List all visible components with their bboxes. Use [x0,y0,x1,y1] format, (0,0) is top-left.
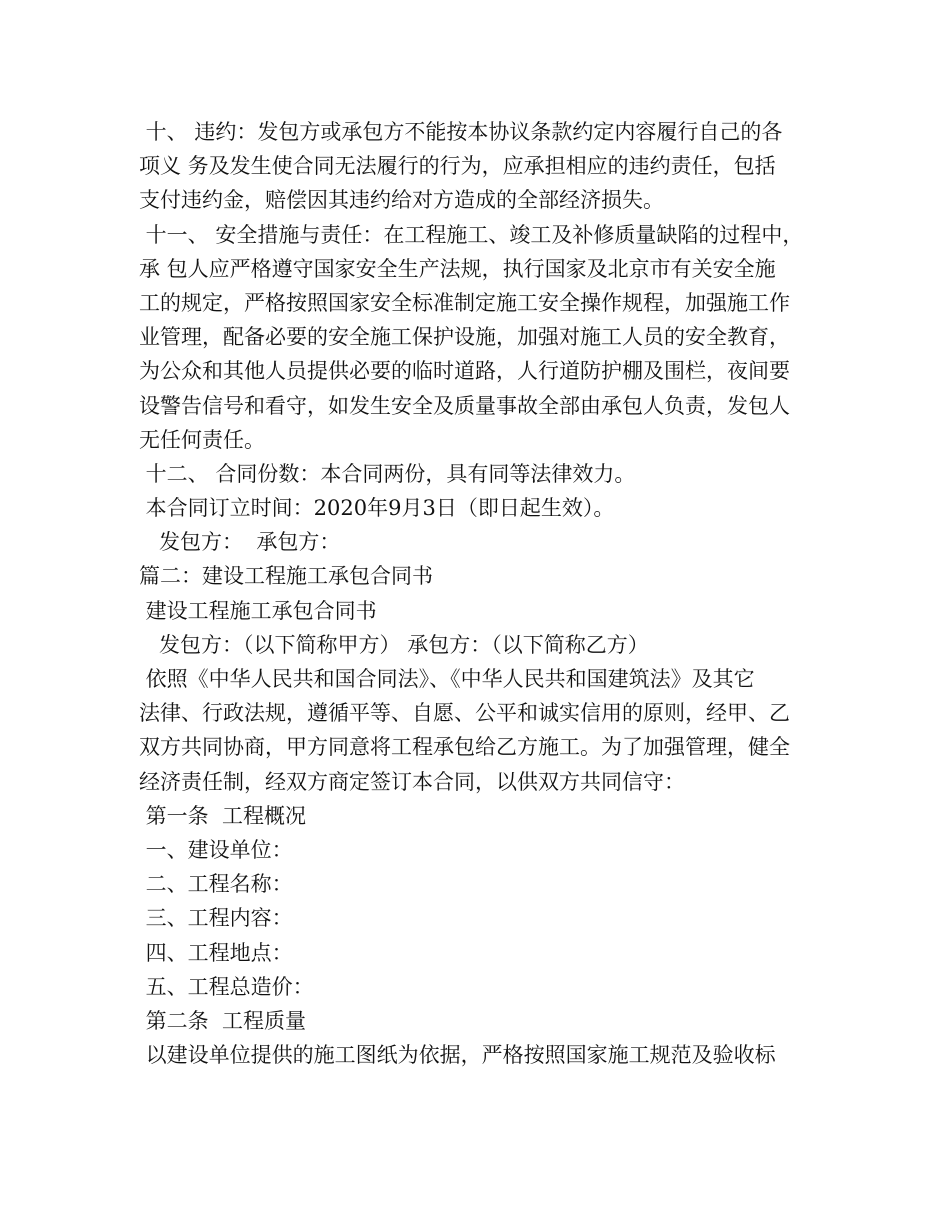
text-line: 设警告信号和看守，如发生安全及质量事故全部由承包人负责，发包人 [139,393,790,418]
list-item: 一、建设单位： [139,837,293,862]
text-line: 无任何责任。 [139,427,265,452]
article-heading: 第一条 工程概况 [139,803,307,828]
list-item: 三、工程内容： [139,906,293,931]
text-line: 发包方：（以下简称甲方） 承包方：（以下简称乙方） [139,632,649,657]
text-line: 本合同订立时间：2020年9月3日（即日起生效）。 [139,496,615,521]
contract-title: 建设工程施工承包合同书 [139,598,377,623]
text-line: 十一、 安全措施与责任：在工程施工、竣工及补修质量缺陷的过程中， [139,222,804,247]
text-line: 十二、 合同份数：本合同两份，具有同等法律效力。 [139,461,636,486]
text-line: 发包方： 承包方： [139,530,341,555]
text-line: 为公众和其他人员提供必要的临时道路，人行道防护棚及围栏，夜间要 [139,359,790,384]
text-line: 业管理，配备必要的安全施工保护设施，加强对施工人员的安全教育， [139,325,790,350]
text-line: 工的规定，严格按照国家安全标准制定施工安全操作规程，加强施工作 [139,290,790,315]
list-item: 二、工程名称： [139,872,293,897]
text-line: 项义 务及发生使合同无法履行的行为，应承担相应的违约责任，包括 [139,154,776,179]
text-line: 以建设单位提供的施工图纸为依据，严格按照国家施工规范及验收标 [139,1043,776,1068]
list-item: 五、工程总造价： [139,974,314,999]
text-line: 依照《中华人民共和国合同法》、《中华人民共和国建筑法》及其它 [139,667,755,691]
text-line: 承 包人应严格遵守国家安全生产法规，执行国家及北京市有关安全施 [139,256,776,281]
text-line: 十、 违约：发包方或承包方不能按本协议条款约定内容履行自己的各 [139,120,783,144]
section-title: 篇二：建设工程施工承包合同书 [139,564,433,589]
list-item: 四、工程地点： [139,940,293,965]
text-line: 法律、行政法规，遵循平等、自愿、公平和诚实信用的原则，经甲、乙 [139,701,790,726]
text-line: 支付违约金，赔偿因其违约给对方造成的全部经济损失。 [139,188,664,213]
text-line: 双方共同协商，甲方同意将工程承包给乙方施工。为了加强管理，健全 [139,735,790,760]
article-heading: 第二条 工程质量 [139,1008,307,1033]
text-line: 经济责任制，经双方商定签订本合同，以供双方共同信守： [139,769,685,794]
document-body [139,115,839,1072]
